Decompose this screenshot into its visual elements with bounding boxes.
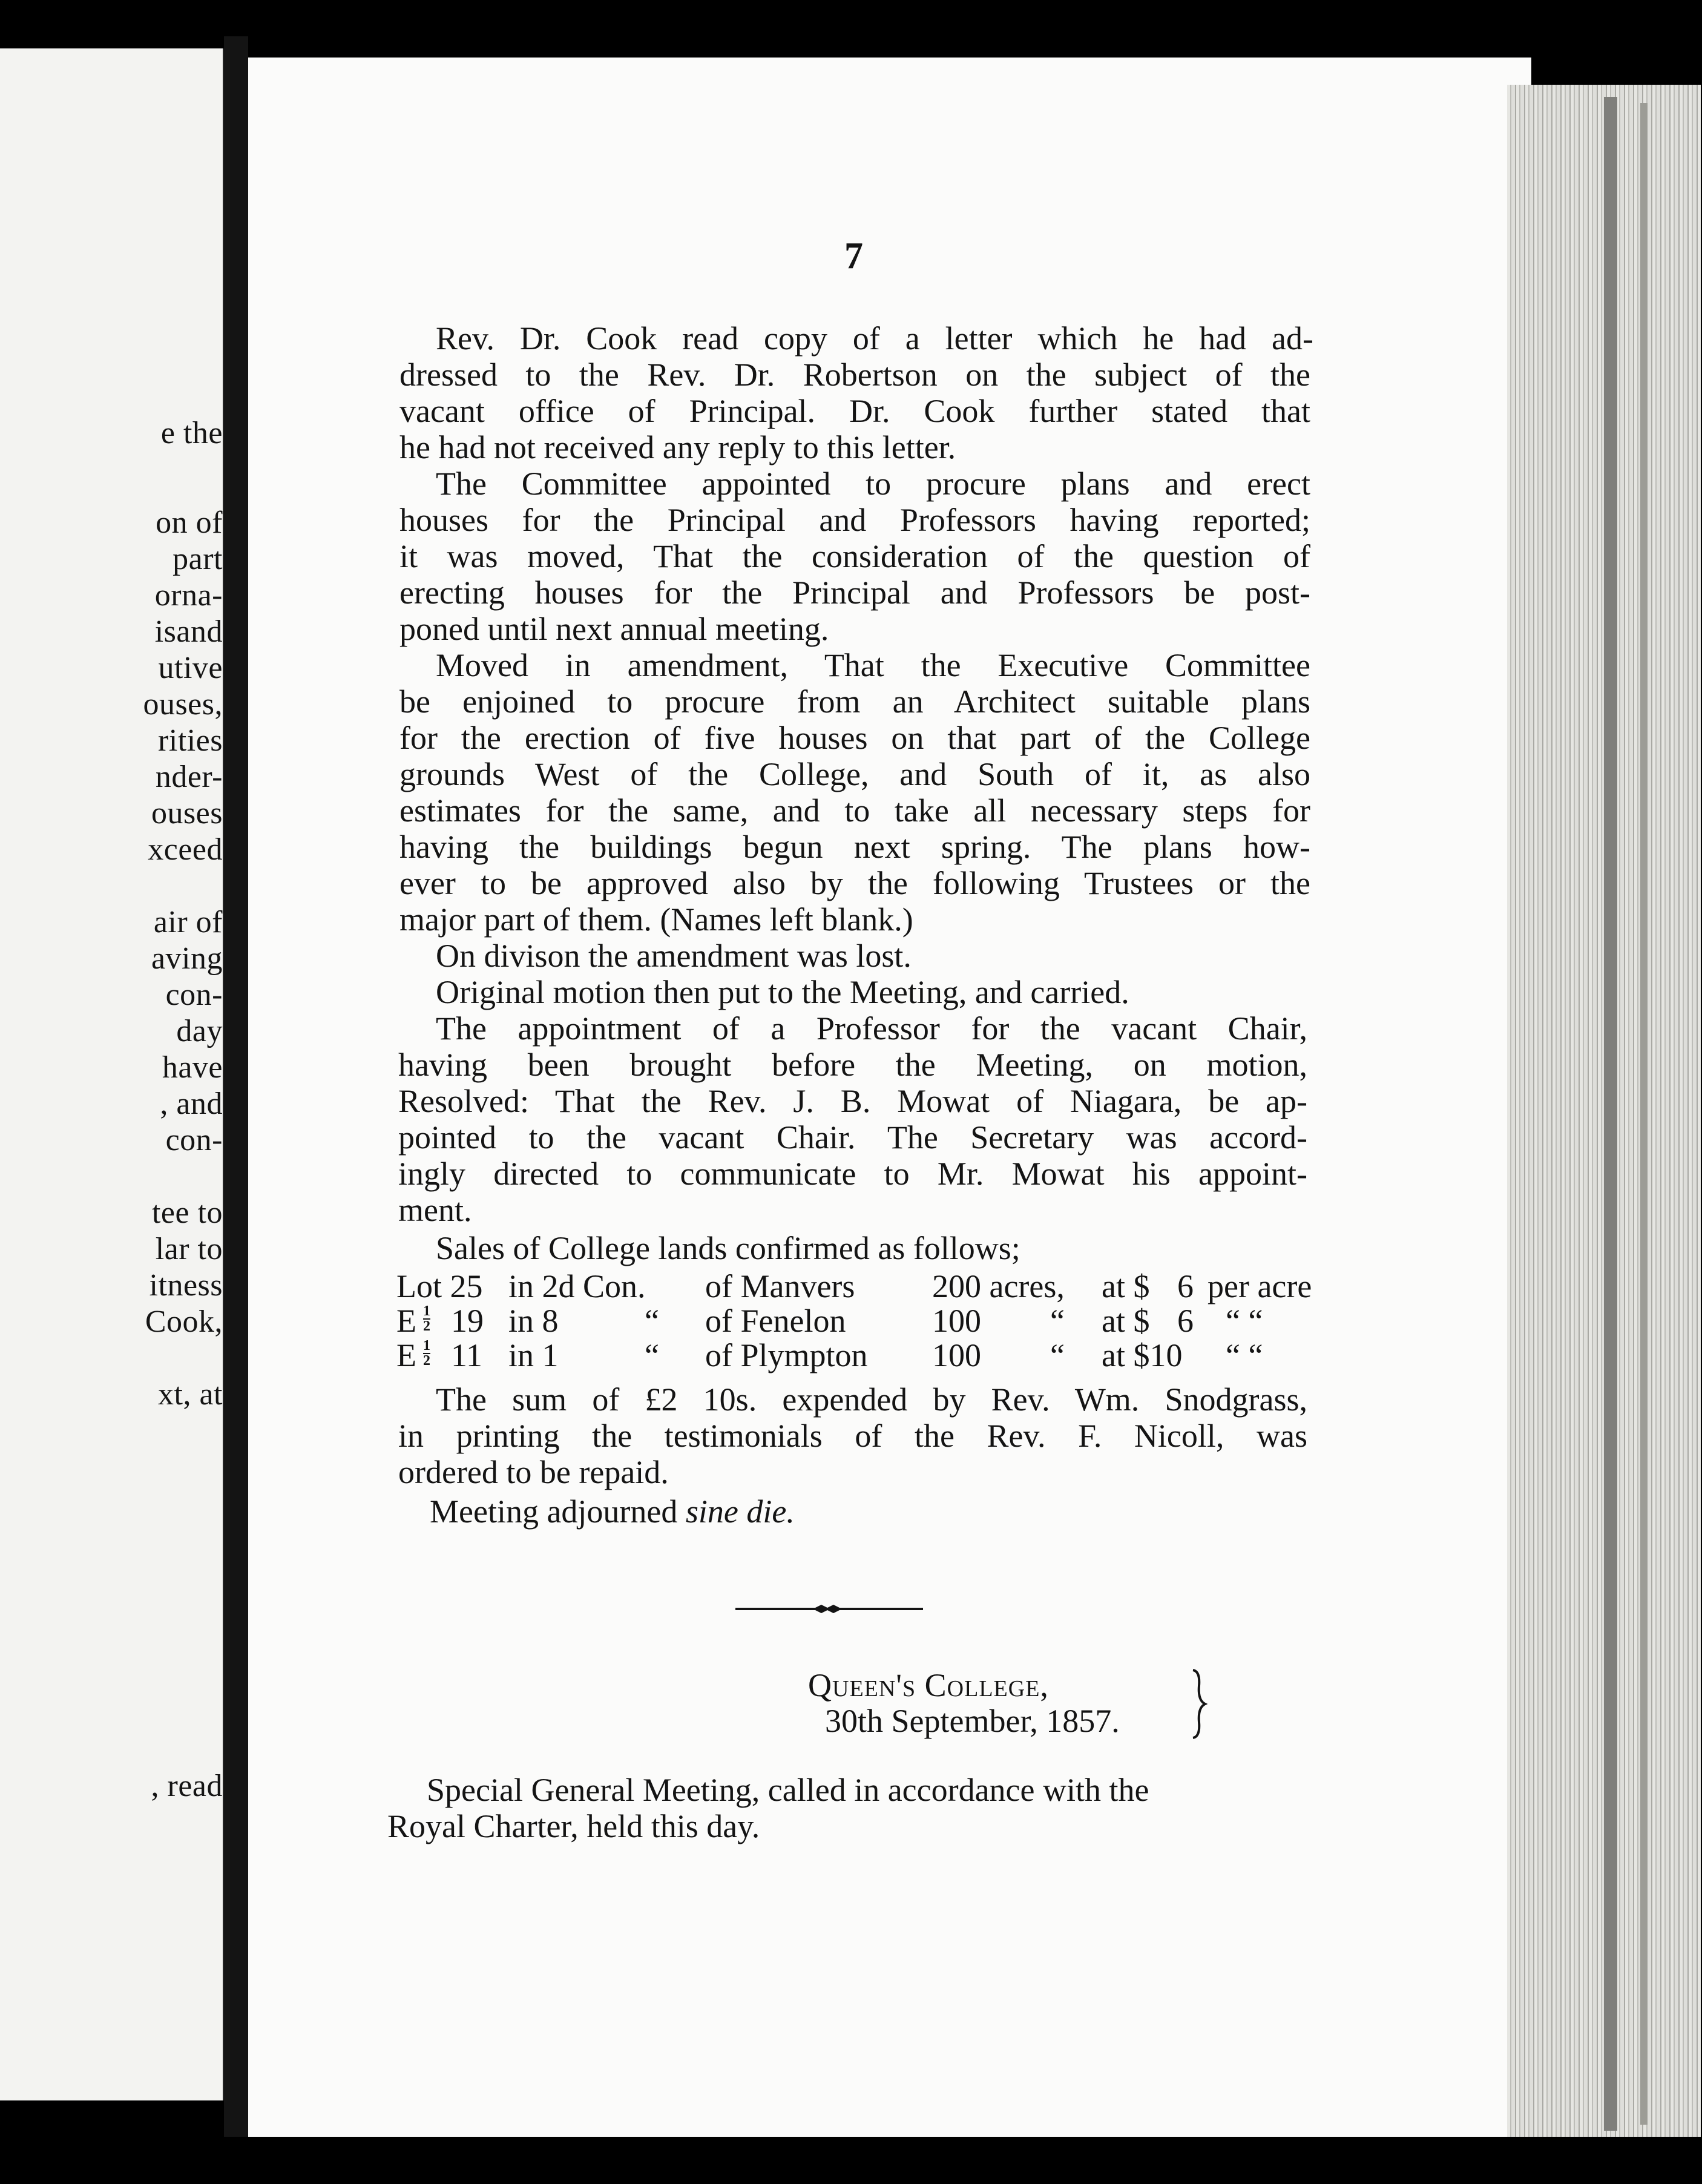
sales-location: in 8 xyxy=(508,1303,559,1339)
prev-line: have xyxy=(162,1050,223,1085)
prev-line: nder- xyxy=(155,760,223,794)
prev-line: part xyxy=(172,542,223,576)
sales-unit: per acre xyxy=(1208,1268,1312,1304)
text-line: Resolved: That the Rev. J. B. Mowat of Niagara, be ap- xyxy=(398,1083,1307,1119)
text-line: ment. xyxy=(398,1192,472,1228)
prev-line: con- xyxy=(165,978,223,1012)
ditto-mark: “ xyxy=(1050,1337,1065,1373)
prev-line: xt, at xyxy=(158,1377,223,1412)
prev-line: con- xyxy=(165,1123,223,1157)
prev-line: air of xyxy=(153,905,223,939)
sales-price: 6 xyxy=(1177,1303,1194,1339)
prev-line: on of xyxy=(156,505,223,540)
sales-lot-number: 11 xyxy=(451,1337,482,1373)
text-line: Sales of College lands confirmed as follows; xyxy=(436,1230,1020,1266)
sales-township: of Plympton xyxy=(705,1337,868,1373)
sales-at: at $ xyxy=(1102,1303,1150,1339)
text-line: grounds West of the College, and South of it, as also xyxy=(399,756,1310,792)
sales-location: in 2d Con. xyxy=(508,1268,646,1304)
text-line: The sum of £2 10s. expended by Rev. Wm. Snodgrass, xyxy=(436,1381,1307,1418)
ditto-mark: “ xyxy=(1050,1303,1065,1339)
text-line: having been brought before the Meeting, on motion, xyxy=(398,1047,1307,1083)
sales-at: at $ xyxy=(1102,1268,1150,1304)
prev-line: ouses, xyxy=(143,687,223,722)
adjournment-text: Meeting adjourned xyxy=(430,1493,686,1530)
adjournment-line xyxy=(430,1495,795,1528)
ditto-mark: “ xyxy=(645,1303,659,1339)
sales-quantity: 100 xyxy=(932,1303,981,1339)
meeting-date: 30th September, 1857. xyxy=(825,1703,1120,1740)
fraction-half: $\frac{1}{2}$ xyxy=(423,1303,430,1334)
page-edge-strip xyxy=(1640,103,1648,2125)
text-line: ever to be approved also by the following Trustees or the xyxy=(399,865,1310,901)
prev-line: aving xyxy=(151,941,223,976)
sales-township: of Fenelon xyxy=(705,1303,846,1339)
prev-line: , and xyxy=(160,1087,223,1121)
text-line: having the buildings begun next spring. The plans how- xyxy=(399,829,1310,865)
text-line: it was moved, That the consideration of the question of xyxy=(399,538,1310,574)
text-line: On divison the amendment was lost. xyxy=(436,938,912,974)
sales-quantity: 100 xyxy=(932,1337,981,1373)
sales-price: 6 xyxy=(1177,1268,1194,1304)
text-line: ingly directed to communicate to Mr. Mowat his appoint- xyxy=(398,1156,1307,1192)
adjournment-italic: sine die. xyxy=(685,1493,795,1530)
text-line: The appointment of a Professor for the vacant Chair, xyxy=(436,1010,1307,1047)
text-line: for the erection of five houses on that part of the College xyxy=(399,720,1310,756)
prev-line: utive xyxy=(158,651,223,685)
sales-at: at $10 xyxy=(1102,1337,1183,1373)
text-line: poned until next annual meeting. xyxy=(399,611,829,647)
ditto-mark: “ xyxy=(645,1337,659,1373)
prev-line: day xyxy=(176,1014,223,1048)
fraction-half: $\frac{1}{2}$ xyxy=(423,1338,430,1369)
sales-lot: E xyxy=(396,1337,416,1373)
text-line: estimates for the same, and to take all necessary steps for xyxy=(399,792,1310,829)
sales-unit: “ “ xyxy=(1226,1337,1263,1373)
text-line: be enjoined to procure from an Architect suitable plans xyxy=(399,683,1310,720)
text-line: major part of them. (Names left blank.) xyxy=(399,901,913,938)
text-line: Special General Meeting, called in accordance with the xyxy=(427,1772,1149,1808)
text-line: Original motion then put to the Meeting, and carried. xyxy=(436,974,1129,1010)
prev-line: ouses xyxy=(151,796,223,831)
sales-quantity: 200 acres, xyxy=(932,1268,1065,1304)
page-number: 7 xyxy=(844,235,863,277)
text-line: in printing the testimonials of the Rev. F. Nicoll, was xyxy=(398,1418,1307,1454)
page-edge-shadow xyxy=(1604,97,1617,2131)
ornamental-rule xyxy=(735,1604,923,1614)
prev-line: Cook, xyxy=(145,1304,223,1339)
text-line: erecting houses for the Principal and Professors be post- xyxy=(399,574,1310,611)
prev-line: rities xyxy=(158,723,223,758)
previous-page-fragment xyxy=(0,48,225,2100)
book-gutter xyxy=(224,36,248,2137)
sales-lot-number: 19 xyxy=(451,1303,484,1339)
text-line: houses for the Principal and Professors having reported; xyxy=(399,502,1310,538)
prev-line: , read xyxy=(151,1769,223,1803)
prev-line: itness xyxy=(149,1268,223,1303)
text-line: vacant office of Principal. Dr. Cook further stated that xyxy=(399,393,1310,429)
prev-line: e the xyxy=(160,416,223,450)
text-line: ordered to be repaid. xyxy=(398,1454,669,1490)
text-line: Moved in amendment, That the Executive Committee xyxy=(436,647,1310,683)
sales-township: of Manvers xyxy=(705,1268,855,1304)
text-line: dressed to the Rev. Dr. Robertson on the subject of the xyxy=(399,357,1310,393)
text-line: he had not received any reply to this letter. xyxy=(399,429,956,465)
prev-line: lar to xyxy=(155,1232,223,1266)
meeting-place: Queen's College, xyxy=(808,1667,1049,1703)
text-line: Rev. Dr. Cook read copy of a letter which he had ad- xyxy=(436,320,1313,357)
sales-lot: Lot 25 xyxy=(396,1268,483,1304)
text-line: The Committee appointed to procure plans and erect xyxy=(436,465,1310,502)
prev-line: tee to xyxy=(151,1196,223,1230)
brace-mark xyxy=(1189,1668,1208,1740)
prev-line: isand xyxy=(154,614,223,649)
sales-lot: E xyxy=(396,1303,416,1339)
prev-line: xceed xyxy=(148,832,223,867)
prev-line: orna- xyxy=(154,578,223,613)
meeting-dateline xyxy=(808,1668,1120,1740)
sales-unit: “ “ xyxy=(1226,1303,1263,1339)
sales-location: in 1 xyxy=(508,1337,559,1373)
text-line: pointed to the vacant Chair. The Secretary was accord- xyxy=(398,1119,1307,1156)
text-line: Royal Charter, held this day. xyxy=(387,1808,760,1844)
